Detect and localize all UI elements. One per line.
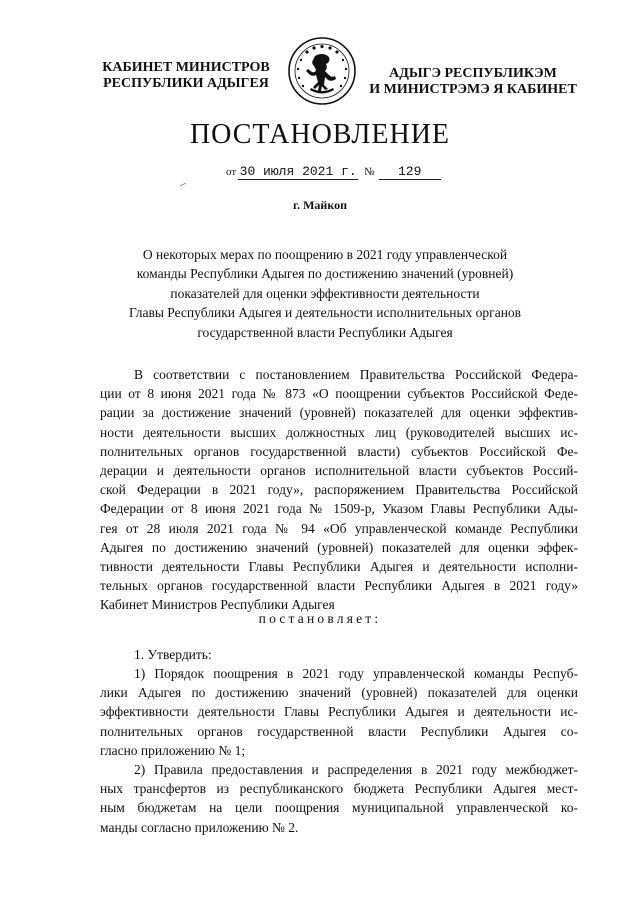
number-prefix: № [364, 166, 375, 178]
preamble-line: рации за достижение значений (уровней) показателей для оценки эффектив- [100, 405, 578, 421]
date-number-line [226, 163, 441, 180]
header-right-line: АДЫГЭ РЕСПУБЛИКЭМ [389, 66, 557, 81]
item-1-1-line: гласно приложению № 1; [100, 742, 246, 758]
item-1-2-paragraph [100, 760, 578, 837]
subject-line: О некоторых мерах по поощрению в 2021 году управленческой [142, 247, 508, 262]
item-1-1-paragraph [100, 664, 578, 760]
preamble-line: полнительных органов государственной власти) субъектов Российской Фе- [100, 443, 578, 459]
preamble-line: тивности деятельности Главы Республики Адыгея и деятельности исполни- [100, 559, 578, 575]
document-date: 30 июля 2021 г. [239, 164, 357, 179]
document-title: ПОСТАНОВЛЕНИЕ [189, 119, 451, 150]
preamble-line: ности деятельности высших должностных лиц (руководителей высших ис- [100, 424, 578, 440]
preamble-line: гея от 28 июля 2021 года № 94 «Об управленческой команде Республики [100, 520, 578, 536]
header-right-line: И МИНИСТРЭМЭ Я КАБИНЕТ [369, 82, 577, 97]
resolve-word: постановляет: [258, 611, 382, 626]
document-subject [100, 245, 550, 342]
preamble-paragraph [100, 365, 578, 615]
item-1-2-line: ным бюджетам на цели поощрения муниципальной управленческой ко- [100, 800, 578, 816]
preamble-line: ции от 8 июня 2021 года № 873 «О поощрении субъектов Российской Феде- [100, 386, 578, 402]
preamble-line: тельных органов государственной власти Республики Адыгея в 2021 году» [100, 578, 578, 594]
preamble-line: Адыгея по достижению значений (уровней) показателей для оценки эффек- [100, 539, 578, 555]
subject-line: государственной власти Республики Адыгея [197, 324, 453, 340]
header-left-line: КАБИНЕТ МИНИСТРОВ [102, 60, 270, 75]
header-right-block [368, 66, 578, 98]
adygea-coat-of-arms-icon [287, 36, 357, 106]
item-1-1-line: 1) Порядок поощрения в 2021 году управленческой команды Респуб- [134, 666, 578, 681]
item-1-2-line: ных трансфертов из республиканского бюджета Республики Адыгея мест- [100, 781, 578, 797]
item-1-2-line: манды согласно приложению № 2. [100, 819, 299, 835]
preamble-line: Федерации от 8 июня 2021 года № 1509-р, Указом Главы Республики Ады- [100, 501, 578, 517]
header-left-block [98, 60, 274, 92]
item-1-heading [100, 645, 578, 664]
item-heading-line: 1. Утвердить: [134, 647, 212, 662]
item-1-2-line: 2) Правила предоставления и распределения в 2021 году межбюджет- [134, 762, 578, 777]
subject-line: Главы Республики Адыгея и деятельности исполнительных органов [128, 305, 522, 321]
preamble-line: В соответствии с постановлением Правительства Российской Федера- [134, 367, 578, 382]
scan-mark [180, 183, 186, 186]
date-prefix: от [226, 166, 237, 178]
header-left-line: РЕСПУБЛИКИ АДЫГЕЯ [103, 76, 269, 91]
preamble-line: дерации и деятельности органов исполнительной власти субъектов Россий- [100, 463, 578, 479]
document-number: 129 [379, 164, 441, 180]
subject-line: команды Республики Адыгея по достижению значений (уровней) [136, 266, 514, 282]
item-1-1-line: лики Адыгея по достижению значений (уровней) показателей для оценки [100, 685, 578, 701]
document-city: г. Майкоп [292, 198, 347, 212]
item-1-1-line: эффективности деятельности Главы Республики Адыгея и деятельности ис- [100, 704, 578, 720]
item-1-1-line: полнительных органов государственной власти Республики Адыгея со- [100, 723, 578, 739]
subject-line: показателей для оценки эффективности деятельности [170, 285, 480, 301]
preamble-line: Кабинет Министров Республики Адыгея [100, 597, 335, 613]
preamble-line: ской Федерации в 2021 году», распоряжением Правительства Российской [100, 482, 578, 498]
